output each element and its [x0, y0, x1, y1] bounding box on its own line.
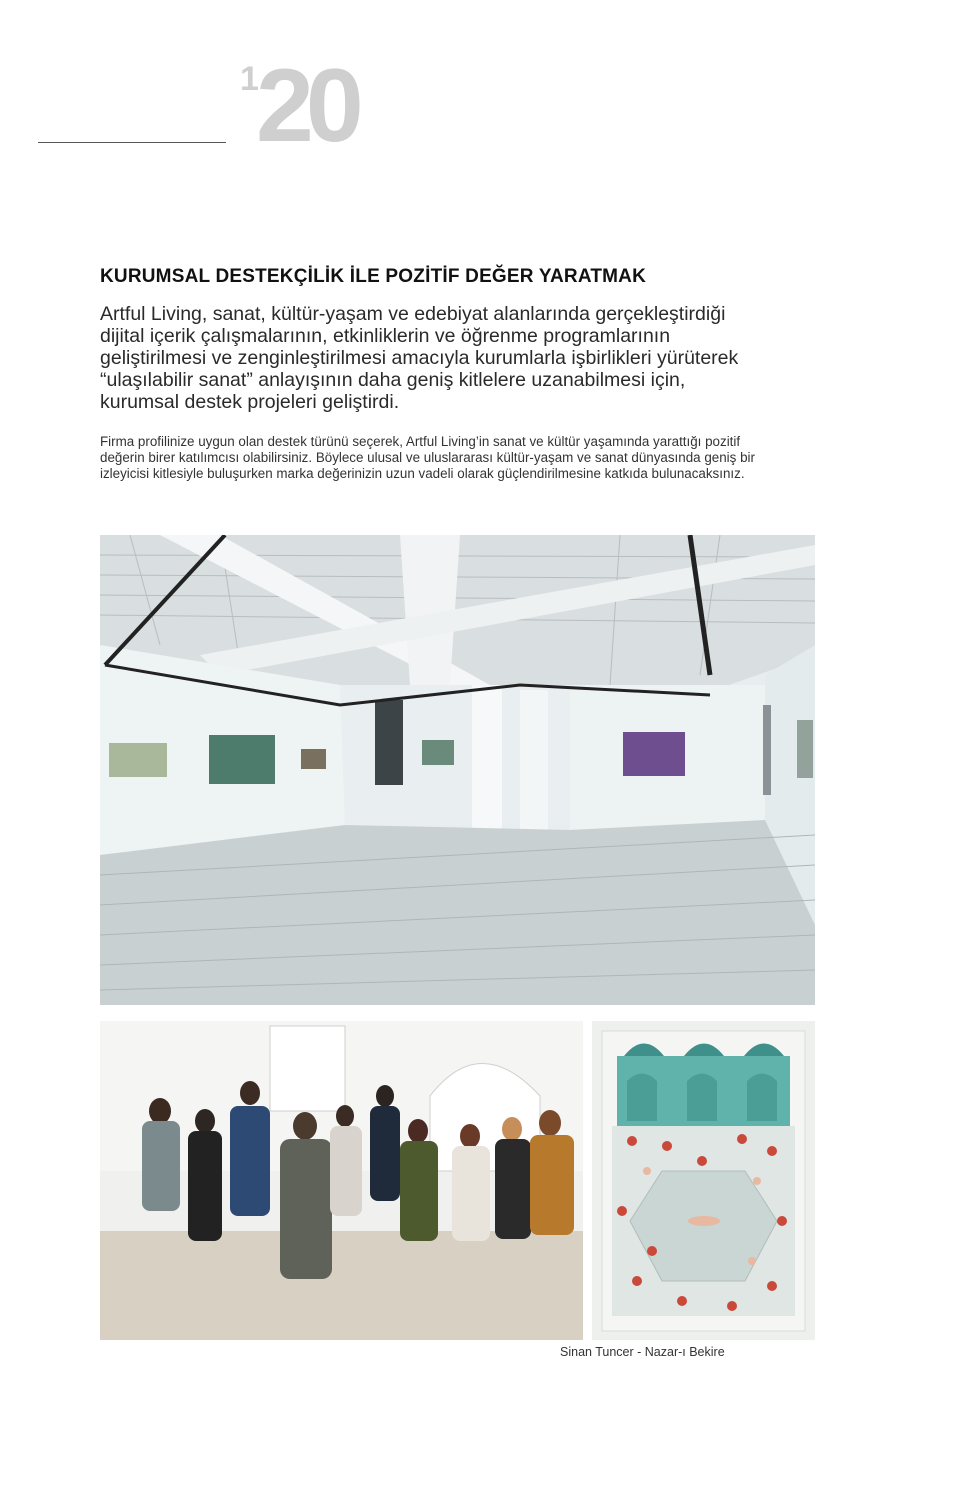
body-paragraph: Firma profilinize uygun olan destek türünü seçerek, Artful Living’in sanat ve kültür yaşamında yarattığı pozitif değerin birer katılımcısı olabilirsiniz. Böylece ulusal ve uluslararası kültür-yaşam ve sanat dünyasında geniş bir izleyicisi kitlesiyle buluşurken marka değerinizin uzun vadeli olarak güçlendirilmesine katkıda bulunacaksınız. [100, 434, 755, 481]
gallery-photo [100, 535, 815, 1005]
artwork-photo [592, 1021, 815, 1340]
page-number-main: 20 [256, 48, 356, 164]
artwork-caption: Sinan Tuncer - Nazar-ı Bekire [560, 1345, 725, 1359]
lead-paragraph: Artful Living, sanat, kültür-yaşam ve edebiyat alanlarında gerçekleştirdiği dijital içerik çalışmalarının, etkinliklerin ve öğrenme programlarının geliştirilmesi ve zenginleştirilmesi amacıyla kurumlarla işbirlikleri yürüterek “ulaşılabilir sanat” anlayışının daha geniş kitlelere uzanabilmesi için, kurumsal destek projeleri geliştirdi. [100, 303, 739, 413]
section-heading: KURUMSAL DESTEKÇİLİK İLE POZİTİF DEĞER YARATMAK [100, 266, 647, 287]
crowd-photo [100, 1021, 583, 1340]
page-number-prefix: 1 [240, 60, 258, 98]
header-rule [38, 142, 226, 143]
